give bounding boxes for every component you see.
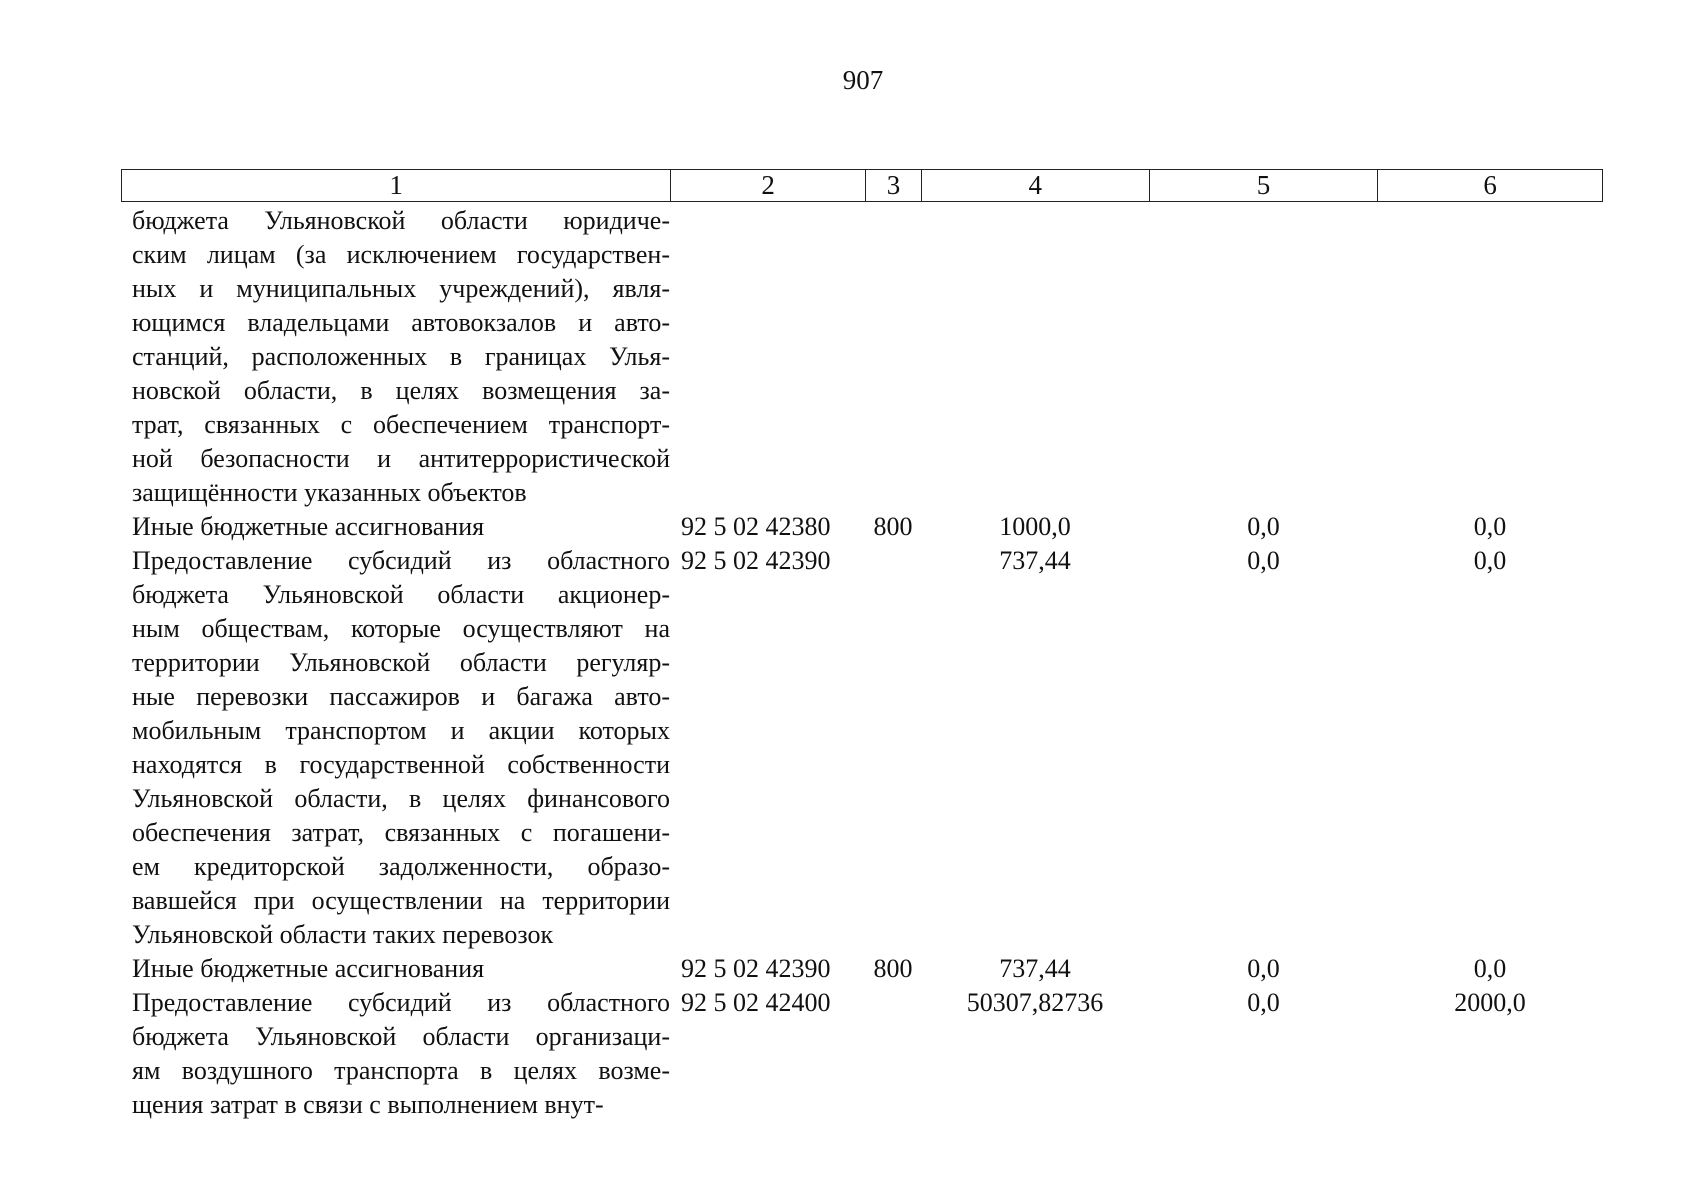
description-line: трат, связанных с обеспечением транспорт-: [132, 410, 670, 439]
table-row: [121, 204, 1603, 510]
row-value-6: 0,0: [1473, 546, 1507, 575]
header-col-6: 6: [1483, 170, 1497, 200]
page-number: 907: [842, 65, 884, 95]
description-line: ной безопасности и антитеррористической: [132, 444, 670, 473]
description-line: Ульяновской области таких перевозок: [132, 920, 554, 949]
description-line: Ульяновской области, в целях финансового: [132, 784, 670, 813]
description-line: вавшейся при осуществлении на территории: [132, 886, 670, 915]
description-line: территории Ульяновской области регуляр-: [132, 648, 670, 677]
description-line: обеспечения затрат, связанных с погашени-: [132, 818, 670, 847]
description-line: щения затрат в связи с выполнением внут-: [132, 1090, 604, 1119]
description-line: Предоставление субсидий из областного: [132, 988, 670, 1017]
description-line: ем кредиторской задолженности, образо-: [132, 852, 670, 881]
row-type: 800: [873, 954, 913, 983]
header-col-3: 3: [866, 170, 922, 201]
header-col-4: 4: [922, 170, 1150, 201]
description-line: новской области, в целях возмещения за-: [132, 376, 670, 405]
row-description: [121, 986, 670, 1122]
description-line: Иные бюджетные ассигнования: [132, 954, 485, 983]
row-value-6: 0,0: [1473, 512, 1507, 541]
row-type: 800: [873, 512, 913, 541]
row-value-4: 737,44: [999, 954, 1071, 983]
table-row: [121, 986, 1603, 1122]
description-line: ных и муниципальных учреждений), явля-: [132, 274, 670, 303]
row-value-5: 0,0: [1247, 988, 1280, 1017]
row-value-5: 0,0: [1247, 512, 1280, 541]
description-line: ным обществам, которые осуществляют на: [132, 614, 670, 643]
row-description: [121, 544, 670, 952]
description-line: бюджета Ульяновской области организаци-: [132, 1022, 670, 1051]
description-line: защищённости указанных объектов: [132, 478, 527, 507]
description-line: ные перевозки пассажиров и багажа авто-: [132, 682, 670, 711]
table-row: [121, 952, 1603, 986]
row-code: 92 5 02 42380: [681, 512, 831, 541]
row-code: 92 5 02 42400: [681, 988, 831, 1017]
description-line: бюджета Ульяновской области юридиче-: [132, 206, 670, 235]
row-code: 92 5 02 42390: [681, 954, 831, 983]
table-row: [121, 544, 1603, 952]
table-header: [121, 169, 1603, 202]
row-value-4: 50307,82736: [966, 988, 1104, 1017]
row-description: [121, 510, 670, 544]
description-line: ским лицам (за исключением государствен-: [132, 240, 670, 269]
row-value-4: 737,44: [999, 546, 1071, 575]
description-line: станций, расположенных в границах Улья-: [132, 342, 670, 371]
description-line: Предоставление субсидий из областного: [132, 546, 670, 575]
description-line: ям воздушного транспорта в целях возме-: [132, 1056, 670, 1085]
row-description: [121, 204, 670, 510]
header-col-2: 2: [671, 170, 866, 201]
row-value-6: 0,0: [1473, 954, 1507, 983]
header-col-5: 5: [1150, 170, 1379, 201]
row-value-5: 0,0: [1247, 954, 1280, 983]
row-value-5: 0,0: [1247, 546, 1280, 575]
row-value-4: 1000,0: [999, 512, 1071, 541]
row-description: [121, 952, 670, 986]
row-code: 92 5 02 42390: [681, 546, 831, 575]
description-line: бюджета Ульяновской области акционер-: [132, 580, 670, 609]
row-value-6: 2000,0: [1454, 988, 1526, 1017]
table-body: [121, 204, 1603, 1122]
description-line: находятся в государственной собственности: [132, 750, 670, 779]
description-line: мобильным транспортом и акции которых: [132, 716, 670, 745]
description-line: Иные бюджетные ассигнования: [132, 512, 485, 541]
description-line: ющимся владельцами автовокзалов и авто-: [132, 308, 670, 337]
table-row: [121, 510, 1603, 544]
header-col-1: 1: [122, 170, 671, 201]
